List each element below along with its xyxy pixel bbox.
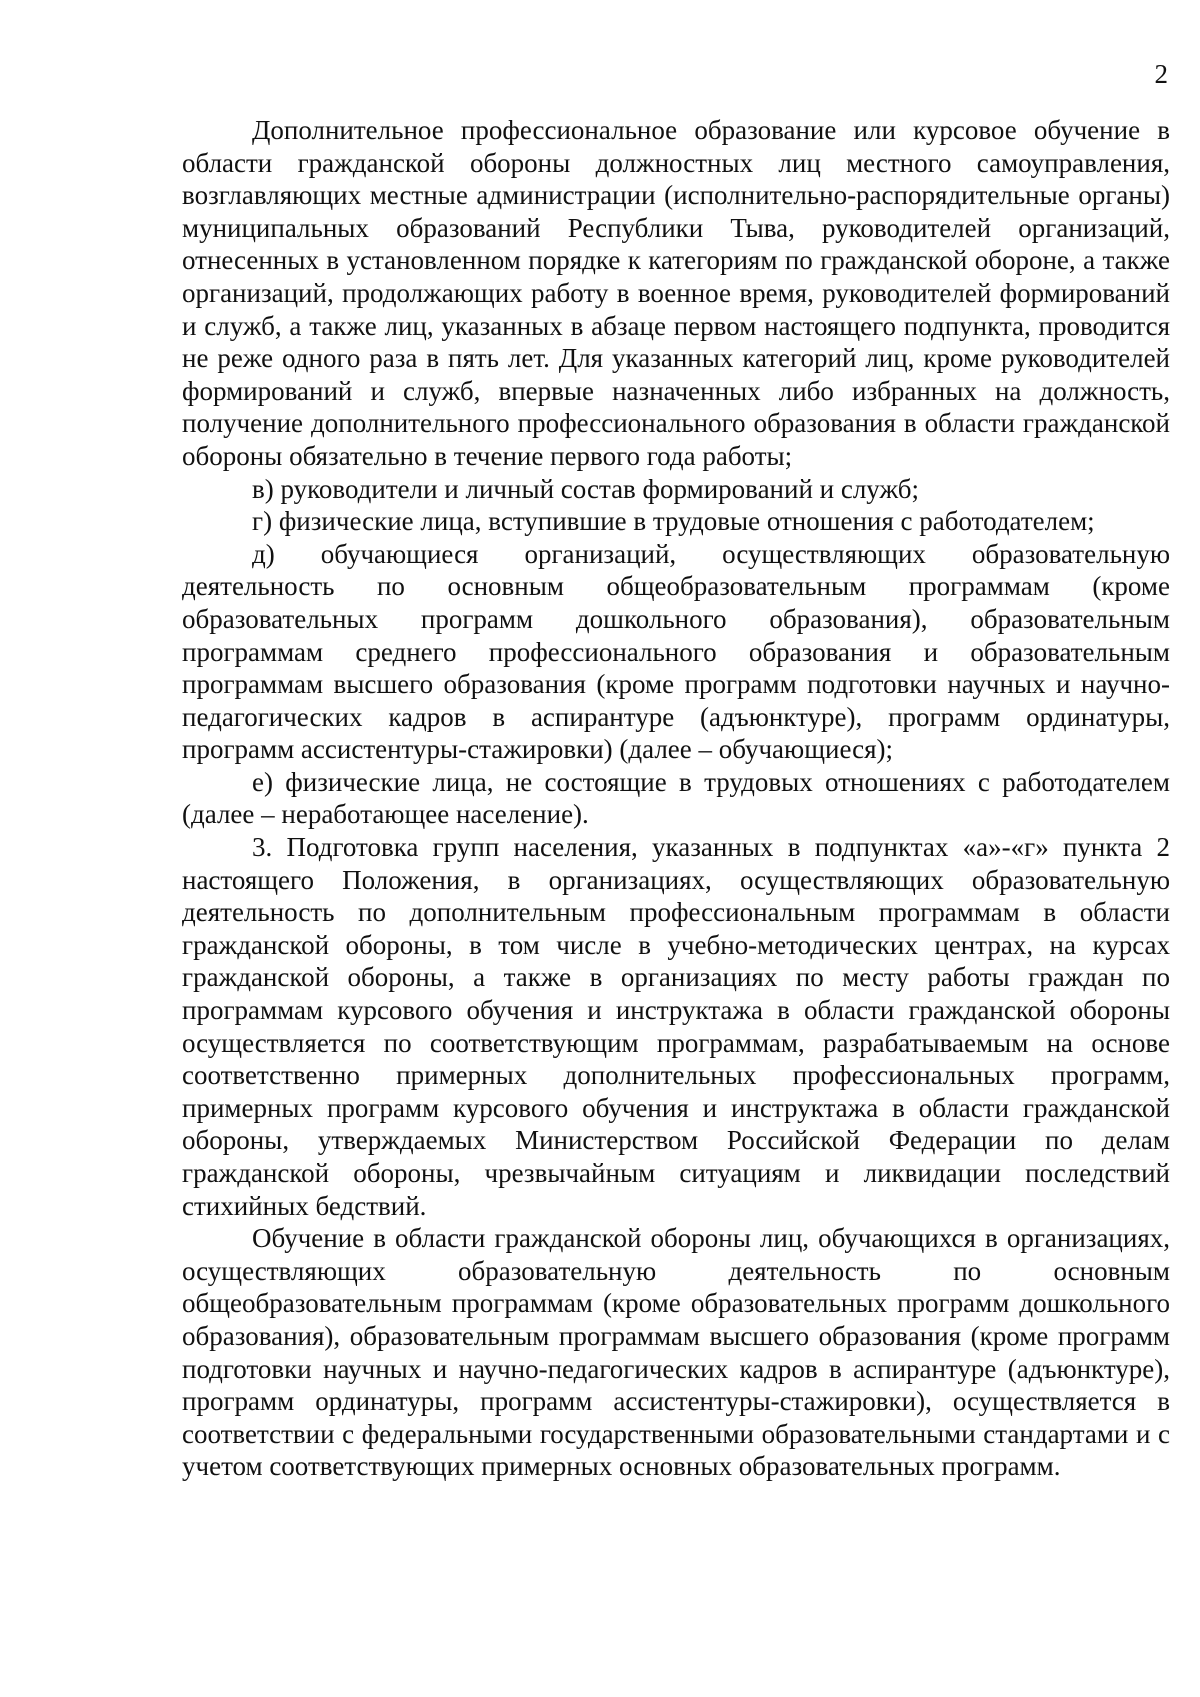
list-item-d-students: д) обучающиеся организаций, осуществляющих образовательную деятельность по основным общеобразовательным программам (кроме образовательных программ дошкольного образования), образовательным программам среднего профессионального образования и образовательным программам высшего образования (кроме программ подготовки научных и научно-педагогических кадров в аспирантуре (адъюнктуре), программ ординатуры, программ ассистентуры-стажировки) (далее – обучающиеся); (182, 538, 1170, 765)
page-number: 2 (1154, 59, 1168, 89)
list-item-e-unemployed: е) физические лица, не состоящие в трудовых отношениях с работодателем (далее – неработающее население). (182, 766, 1170, 830)
paragraph-student-training: Обучение в области гражданской обороны лиц, обучающихся в организациях, осуществляющих образовательную деятельность по основным общеобразовательным программам (кроме образовательных программ дошкольного образования), образовательным программам высшего образования (кроме программ подготовки научных и научно-педагогических кадров в аспирантуре (адъюнктуре), программ ординатуры, программ ассистентуры-стажировки), осуществляется в соответствии с федеральными государственными образовательными стандартами и с учетом соответствующих примерных основных образовательных программ. (182, 1223, 1170, 1482)
list-item-g-employees: г) физические лица, вступившие в трудовые отношения с работодателем; (252, 506, 1095, 537)
document-body (182, 114, 1170, 1483)
paragraph-training-frequency: Дополнительное профессиональное образование или курсовое обучение в области гражданской обороны должностных лиц местного самоуправления, возглавляющих местные администрации (исполнительно-распорядительные органы) муниципальных образований Республики Тыва, руководителей организаций, отнесенных в установленном порядке к категориям по гражданской обороне, а также организаций, продолжающих работу в военное время, руководителей формирований и служб, а также лиц, указанных в абзаце первом настоящего подпункта, проводится не реже одного раза в пять лет. Для указанных категорий лиц, кроме руководителей формирований и служб, впервые назначенных либо избранных на должность, получение дополнительного профессионального образования в области гражданской обороны обязательно в течение первого года работы; (182, 115, 1170, 471)
list-item-v-formation-leaders: в) руководители и личный состав формирований и служб; (252, 473, 919, 504)
paragraph-section-3: 3. Подготовка групп населения, указанных в подпунктах «а»-«г» пункта 2 настоящего Положения, в организациях, осуществляющих образовательную деятельность по дополнительным профессиональным программам в области гражданской обороны, в том числе в учебно-методических центрах, на курсах гражданской обороны, а также в организациях по месту работы граждан по программам курсового обучения и инструктажа в области гражданской обороны осуществляется по соответствующим программам, разрабатываемым на основе соответственно примерных дополнительных профессиональных программ, примерных программ курсового обучения и инструктажа в области гражданской обороны, утверждаемых Министерством Российской Федерации по делам гражданской обороны, чрезвычайным ситуациям и ликвидации последствий стихийных бедствий. (182, 832, 1170, 1221)
